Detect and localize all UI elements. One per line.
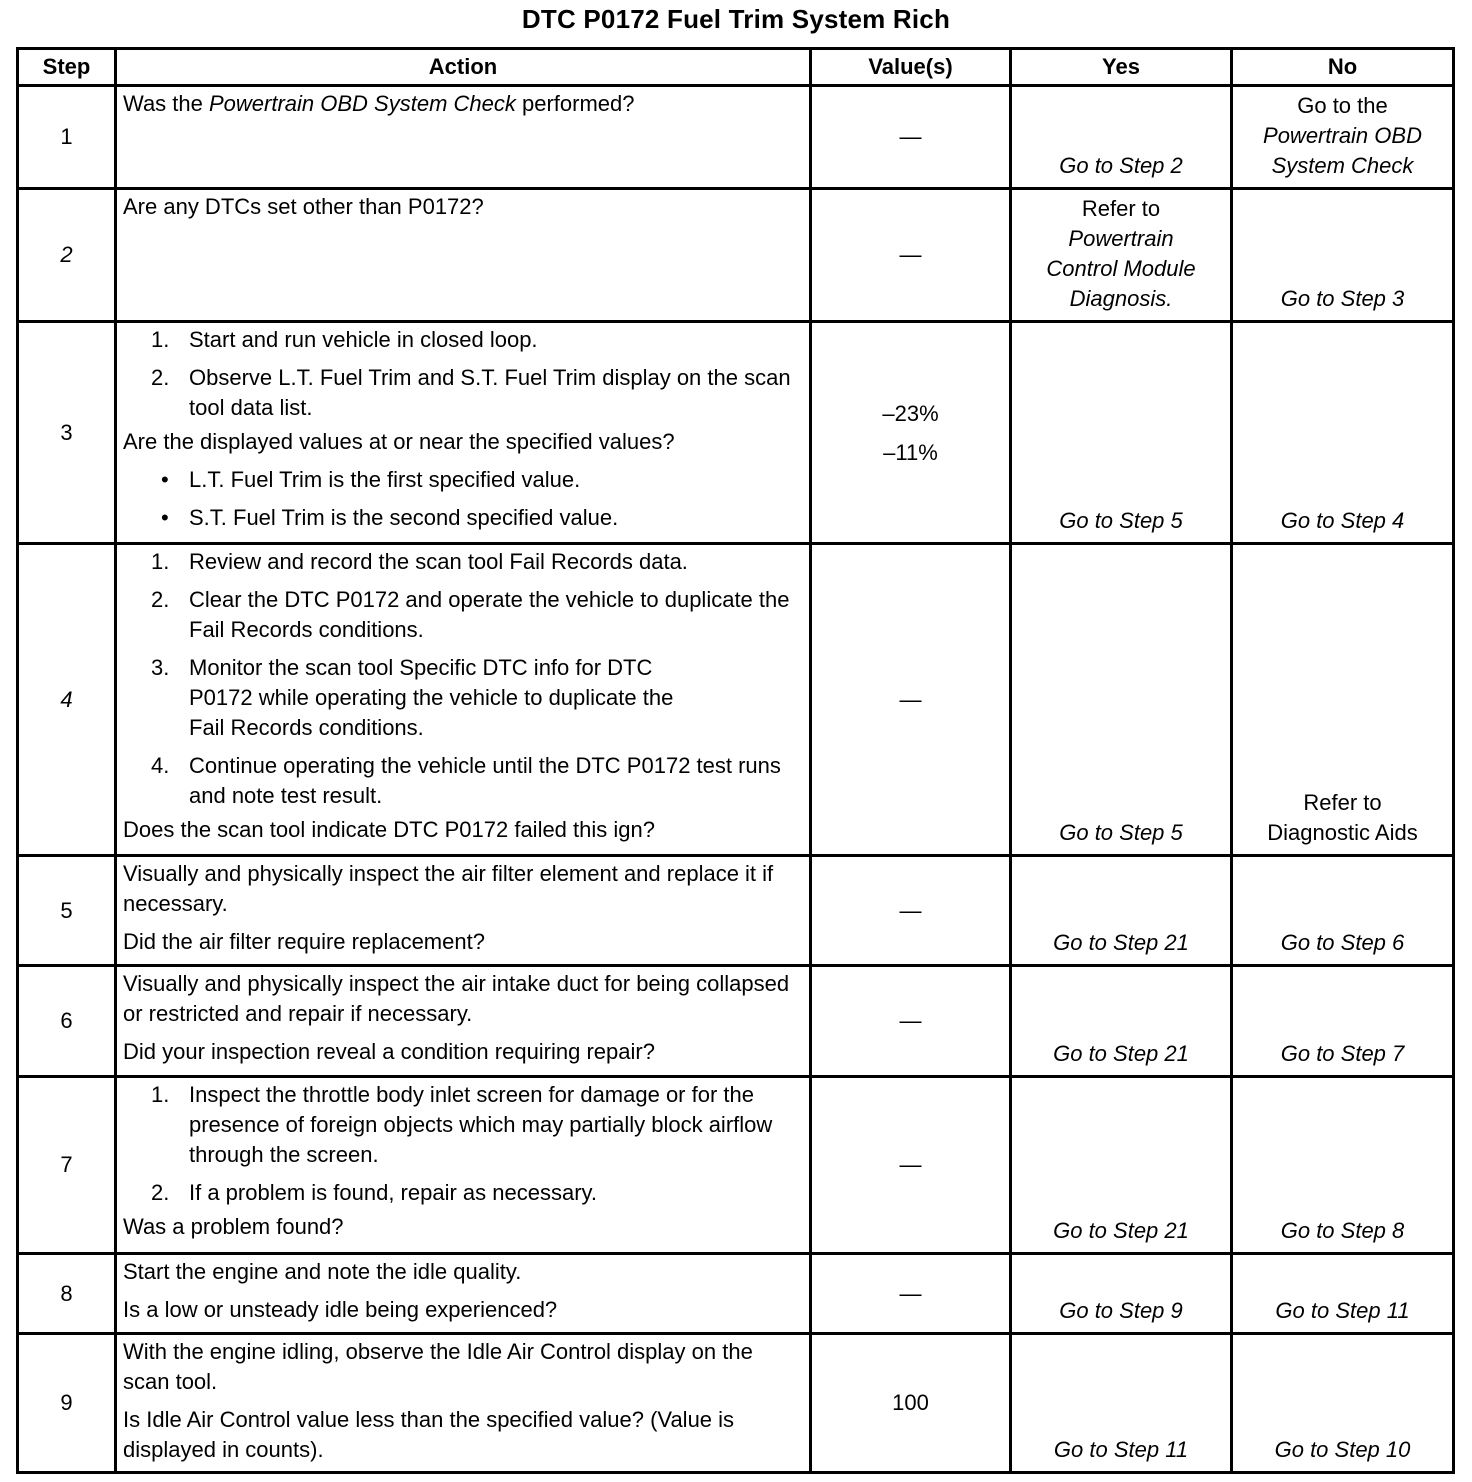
action-steps [123, 547, 803, 811]
step-number: 5 [18, 856, 116, 966]
action-cell [116, 1334, 811, 1473]
value-st-fuel-trim: –11% [883, 439, 938, 465]
list-item: • S.T. Fuel Trim is the second specified value. [161, 505, 619, 530]
value-cell: — [811, 86, 1011, 189]
action-cell [116, 856, 811, 966]
action-cell [116, 966, 811, 1077]
step-number: 3 [18, 322, 116, 544]
action-cell [116, 322, 811, 544]
table-row [18, 1254, 1454, 1334]
no-cell: Go to Step 8 [1232, 1077, 1454, 1254]
list-item: 2. If a problem is found, repair as necessary. [151, 1180, 598, 1205]
yes-cell: Go to Step 9 [1011, 1254, 1232, 1334]
yes-cell: Go to Step 5 [1011, 322, 1232, 544]
no-cell: Go to Step 6 [1232, 856, 1454, 966]
table-row [18, 544, 1454, 856]
no-cell: Go to the Powertrain OBD System Check [1232, 86, 1454, 189]
action-cell [116, 1254, 811, 1334]
yes-cell: Go to Step 11 [1011, 1334, 1232, 1473]
yes-cell: Go to Step 5 [1011, 544, 1232, 856]
table-row [18, 1334, 1454, 1473]
action-cell [116, 544, 811, 856]
header-step: Step [18, 49, 116, 86]
value-cell [811, 322, 1011, 544]
list-item: 2. Observe L.T. Fuel Trim and S.T. Fuel Trim display on the scan tool data list. [151, 365, 791, 420]
value-cell: — [811, 544, 1011, 856]
step-number: 2 [18, 189, 116, 322]
header-yes: Yes [1011, 49, 1232, 86]
yes-cell: Refer to Powertrain Control Module Diagnosis. [1011, 189, 1232, 322]
step-number: 8 [18, 1254, 116, 1334]
step-number: 6 [18, 966, 116, 1077]
action-text: With the engine idling, observe the Idle Air Control display on the scan tool. [123, 1339, 753, 1394]
action-question: Was a problem found? [123, 1214, 344, 1239]
action-text: Are any DTCs set other than P0172? [123, 194, 484, 219]
table-row [18, 189, 1454, 322]
action-question: Did your inspection reveal a condition requiring repair? [123, 1039, 655, 1064]
page-title: DTC P0172 Fuel Trim System Rich [521, 4, 951, 34]
table-row [18, 86, 1454, 189]
value-cell: — [811, 966, 1011, 1077]
no-cell: Go to Step 3 [1232, 189, 1454, 322]
value-cell: 100 [811, 1334, 1011, 1473]
no-cell: Go to Step 10 [1232, 1334, 1454, 1473]
no-cell: Go to Step 11 [1232, 1254, 1454, 1334]
no-cell: Go to Step 7 [1232, 966, 1454, 1077]
no-cell: Refer to Diagnostic Aids [1232, 544, 1454, 856]
action-text: Was the Powertrain OBD System Check performed? [123, 91, 635, 116]
yes-cell: Go to Step 21 [1011, 856, 1232, 966]
list-item: 1. Review and record the scan tool Fail Records data. [151, 549, 688, 574]
action-cell [116, 1077, 811, 1254]
header-row [18, 49, 1454, 86]
header-no: No [1232, 49, 1454, 86]
value-cell: — [811, 856, 1011, 966]
list-item: 1. Start and run vehicle in closed loop. [151, 327, 538, 352]
action-question: Is a low or unsteady idle being experienced? [123, 1297, 558, 1322]
table-row [18, 1077, 1454, 1254]
action-question: Are the displayed values at or near the specified values? [123, 429, 675, 454]
action-text: Start the engine and note the idle quality. [123, 1259, 522, 1284]
action-steps [123, 325, 803, 423]
yes-cell: Go to Step 21 [1011, 1077, 1232, 1254]
no-cell: Go to Step 4 [1232, 322, 1454, 544]
action-bullets [123, 465, 803, 533]
step-number: 9 [18, 1334, 116, 1473]
header-values: Value(s) [811, 49, 1011, 86]
yes-cell: Go to Step 2 [1011, 86, 1232, 189]
list-item: 1. Inspect the throttle body inlet screen for damage or for the presence of foreign objects which may partially block airflow through the screen. [151, 1082, 773, 1167]
table-row [18, 966, 1454, 1077]
action-question: Is Idle Air Control value less than the specified value? (Value is displayed in counts). [123, 1407, 735, 1462]
list-item: 3. Monitor the scan tool Specific DTC info for DTC P0172 while operating the vehicle to duplicate the Fail Records conditions. [151, 655, 674, 740]
diagnostic-table [16, 47, 1455, 1474]
action-cell [116, 189, 811, 322]
value-lt-fuel-trim: –23% [882, 400, 939, 426]
action-text: Visually and physically inspect the air intake duct for being collapsed or restricted and repair if necessary. [123, 971, 790, 1026]
action-question: Did the air filter require replacement? [123, 929, 485, 954]
action-steps [123, 1080, 803, 1208]
value-cell: — [811, 1254, 1011, 1334]
header-action: Action [116, 49, 811, 86]
step-number: 1 [18, 86, 116, 189]
list-item: • L.T. Fuel Trim is the first specified value. [161, 467, 581, 492]
table-row [18, 322, 1454, 544]
action-emphasis: Powertrain OBD System Check [209, 91, 516, 116]
step-number: 4 [18, 544, 116, 856]
table-row [18, 856, 1454, 966]
list-item: 4. Continue operating the vehicle until the DTC P0172 test runs and note test result. [151, 753, 781, 808]
value-cell: — [811, 189, 1011, 322]
list-item: 2. Clear the DTC P0172 and operate the vehicle to duplicate the Fail Records conditions. [151, 587, 790, 642]
step-number: 7 [18, 1077, 116, 1254]
action-text: Visually and physically inspect the air filter element and replace it if necessary. [123, 861, 774, 916]
yes-cell: Go to Step 21 [1011, 966, 1232, 1077]
value-cell: — [811, 1077, 1011, 1254]
action-cell [116, 86, 811, 189]
action-question: Does the scan tool indicate DTC P0172 failed this ign? [123, 817, 655, 842]
